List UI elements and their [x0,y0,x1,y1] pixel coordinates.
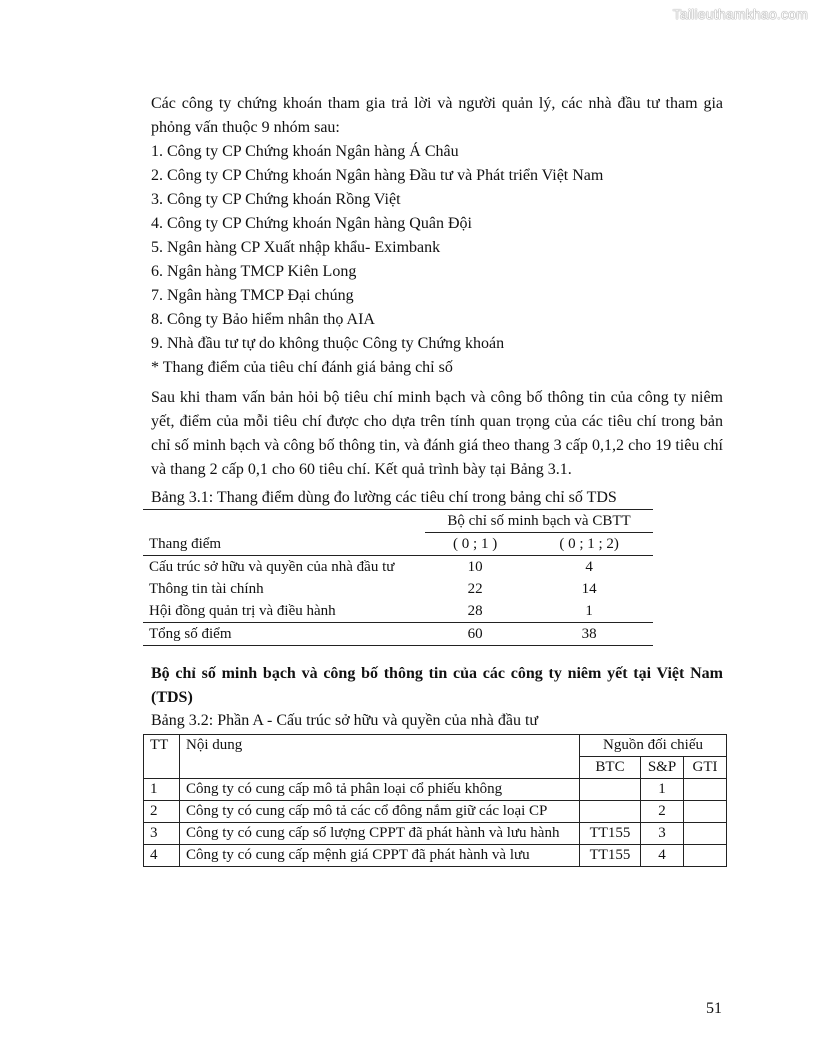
list-item: 6. Ngân hàng TMCP Kiên Long [151,263,357,280]
row-gti [684,779,727,801]
btc-header: BTC [580,757,641,779]
table-3-1-col2-header: ( 0 ; 1 ; 2) [525,533,653,556]
table-3-2 [143,734,727,867]
source-header: Nguồn đối chiếu [580,735,727,757]
list-item: 2. Công ty CP Chứng khoán Ngân hàng Đầu tư và Phát triển Việt Nam [151,167,604,184]
table-row [144,779,727,801]
scale-note: * Thang điểm của tiêu chí đánh giá bảng chỉ số [151,359,453,376]
row-gti [684,845,727,867]
sp-header: S&P [641,757,684,779]
list-item: 1. Công ty CP Chứng khoán Ngân hàng Á Châu [151,143,459,160]
page-number: 51 [706,1000,722,1017]
total-value: 38 [525,623,653,646]
table-row [143,600,653,623]
intro-paragraph: Các công ty chứng khoán tham gia trả lời và người quản lý, các nhà đầu tư tham gia phỏng vấn thuộc 9 nhóm sau: [151,95,723,136]
row-btc [580,779,641,801]
row-gti [684,823,727,845]
row-number: 3 [144,823,180,845]
table-3-1-col1-header: ( 0 ; 1 ) [425,533,525,556]
row-sp: 1 [641,779,684,801]
list-item: 3. Công ty CP Chứng khoán Rồng Việt [151,191,401,208]
section-heading: Bộ chỉ số minh bạch và công bố thông tin của các công ty niêm yết tại Việt Nam (TDS) [151,665,723,706]
row-label: Thông tin tài chính [149,581,264,597]
list-item: 5. Ngân hàng CP Xuất nhập khẩu- Eximbank [151,239,441,256]
content-header: Nội dung [180,735,580,779]
total-label: Tổng số điểm [143,623,425,646]
row-number: 4 [144,845,180,867]
list-item: 9. Nhà đầu tư tự do không thuộc Công ty Chứng khoán [151,335,505,352]
row-btc [580,801,641,823]
table-row [144,845,727,867]
row-number: 1 [144,779,180,801]
row-value: 28 [467,603,483,619]
watermark: Tailieuthamkhao.com [672,6,808,22]
row-content: Công ty có cung cấp mô tả phân loại cổ phiếu không [180,779,580,801]
body-paragraph: Sau khi tham vấn bản hỏi bộ tiêu chí minh bạch và công bố thông tin của công ty niêm yết, điểm của mỗi tiêu chí được cho dựa trên tính quan trọng của các tiêu chí trong bản chỉ số minh bạch và công bố thông tin, và đánh giá theo thang 3 cấp 0,1,2 cho 19 tiêu chí và thang 2 cấp 0,1 cho 60 tiêu chí. Kết quả trình bày tại Bảng 3.1. [151,389,723,478]
table-row [144,801,727,823]
total-value: 60 [425,623,525,646]
row-btc: TT155 [580,845,641,867]
table-row [143,578,653,600]
table-3-1-group-header: Bộ chỉ số minh bạch và CBTT [425,510,653,533]
row-gti [684,801,727,823]
row-label: Hội đồng quản trị và điều hành [149,603,336,619]
list-item: 4. Công ty CP Chứng khoán Ngân hàng Quân Đội [151,215,472,232]
row-value: 14 [581,581,597,597]
tt-header: TT [144,735,180,779]
group-list [151,140,723,380]
row-btc: TT155 [580,823,641,845]
row-content: Công ty có cung cấp mô tả các cổ đông nắm giữ các loại CP [180,801,580,823]
row-content: Công ty có cung cấp số lượng CPPT đã phát hành và lưu hành [180,823,580,845]
row-sp: 2 [641,801,684,823]
table-total-row [143,623,653,646]
gti-header: GTI [684,757,727,779]
table-3-2-caption: Bảng 3.2: Phần A - Cấu trúc sở hữu và quyền của nhà đầu tư [151,712,539,729]
row-value: 22 [467,581,483,597]
row-value: 4 [585,559,593,575]
row-value: 1 [585,603,593,619]
row-content: Công ty có cung cấp mệnh giá CPPT đã phát hành và lưu [180,845,580,867]
row-label: Cấu trúc sở hữu và quyền của nhà đầu tư [149,559,395,575]
row-value: 10 [467,559,483,575]
row-sp: 3 [641,823,684,845]
table-3-1 [143,509,653,646]
list-item: 8. Công ty Bảo hiểm nhân thọ AIA [151,311,375,328]
page-content [151,92,723,867]
table-row [144,823,727,845]
table-3-1-row-header: Thang điểm [143,533,425,556]
list-item: 7. Ngân hàng TMCP Đại chúng [151,287,354,304]
row-number: 2 [144,801,180,823]
table-3-1-caption: Bảng 3.1: Thang điểm dùng đo lường các tiêu chí trong bảng chỉ số TDS [151,489,617,506]
row-sp: 4 [641,845,684,867]
table-row [143,556,653,579]
